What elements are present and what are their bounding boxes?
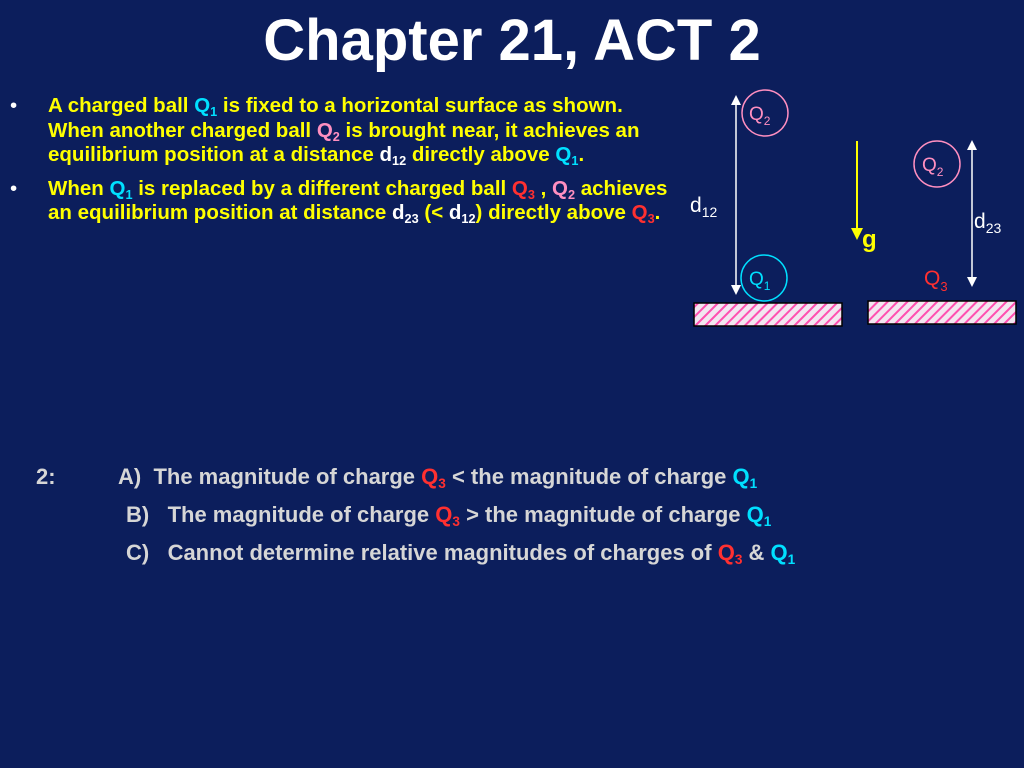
option-letter: A) [118, 464, 142, 489]
fixed-surface-left [694, 303, 842, 326]
charge-label-q3: $Q_3$ [421, 464, 446, 492]
option-text: > the magnitude of charge [459, 502, 747, 527]
charge-label-q2: $Q_2$ [316, 118, 340, 144]
distance-label-d12: $d_{12}$ [448, 201, 476, 226]
slide-title: Chapter 21, ACT 2 [263, 8, 761, 73]
option-letter: B) [126, 502, 150, 527]
distance-label-d23: $d_{23}$ [974, 210, 1002, 236]
option-text: Cannot determine relative magnitudes of charges of [167, 540, 718, 565]
bullet-text: A charged ball [48, 94, 195, 117]
charge-label-q1: $Q_1$ [770, 540, 796, 568]
bullet-text: (< [418, 201, 449, 224]
bullet-text: is fixed to a horizontal surface as shown. When another charged ball [48, 94, 623, 142]
answer-option-b[interactable] [126, 496, 771, 534]
ball-q2-right [914, 141, 960, 187]
bullet-dot-icon: • [10, 176, 18, 200]
gravity-label: g [862, 226, 877, 253]
bullet-text: . [578, 143, 585, 166]
charge-label-q1: $Q_1$ [194, 94, 218, 119]
ball-label-q3: $Q_3$ [924, 267, 948, 294]
ball-q1 [741, 255, 787, 301]
charge-label-q3: $Q_3$ [631, 201, 655, 226]
question-number: 2: [36, 464, 56, 489]
distance-label-d12: $d_{12}$ [690, 194, 718, 220]
answer-option-a[interactable] [118, 458, 757, 496]
distance-label-d23: $d_{23}$ [392, 201, 419, 226]
charge-label-q1: $Q_1$ [109, 176, 133, 202]
option-text: & [742, 540, 771, 565]
charge-label-q3: $Q_3$ [511, 176, 535, 202]
bullet-text: . [654, 201, 661, 224]
bullet-text: directly above [406, 143, 556, 166]
bullet-text: , [534, 176, 553, 200]
bullet-item-1 [10, 94, 670, 168]
bullet-text: achieves an equilibrium position at distance [48, 176, 668, 224]
gravity-indicator [857, 141, 877, 253]
ball-label-q2: $Q_2$ [749, 104, 771, 128]
ball-label-q2: $Q_2$ [922, 155, 944, 179]
ball-label-q1: $Q_1$ [749, 269, 771, 293]
bullet-text: is replaced by a different charged ball [132, 176, 512, 200]
bullet-text: is brought near, it achieves an equilibrium position at a distance [48, 118, 640, 166]
charge-label-q1: $Q_1$ [555, 143, 579, 168]
distance-label-d12: $d_{12}$ [379, 143, 407, 168]
option-text: The magnitude of charge [153, 464, 422, 489]
bullet-item-2 [10, 177, 670, 226]
answer-option-c[interactable] [126, 534, 795, 572]
charge-label-q3: $Q_3$ [717, 540, 743, 568]
option-letter: C) [126, 540, 150, 565]
bullet-list [10, 94, 670, 235]
option-text: < the magnitude of charge [445, 464, 733, 489]
charge-label-q1: $Q_1$ [746, 502, 772, 530]
fixed-surface-right [868, 301, 1016, 324]
option-text: The magnitude of charge [167, 502, 436, 527]
bullet-text: When [48, 176, 110, 200]
bullet-text: ) directly above [475, 201, 632, 224]
ball-q2-top [742, 90, 788, 136]
charge-label-q2: $Q_2$ [552, 176, 576, 202]
bullet-dot-icon: • [10, 94, 18, 117]
right-setup [868, 141, 1016, 324]
charge-label-q3: $Q_3$ [435, 502, 460, 530]
charge-label-q1: $Q_1$ [732, 464, 758, 492]
left-setup [690, 90, 842, 326]
